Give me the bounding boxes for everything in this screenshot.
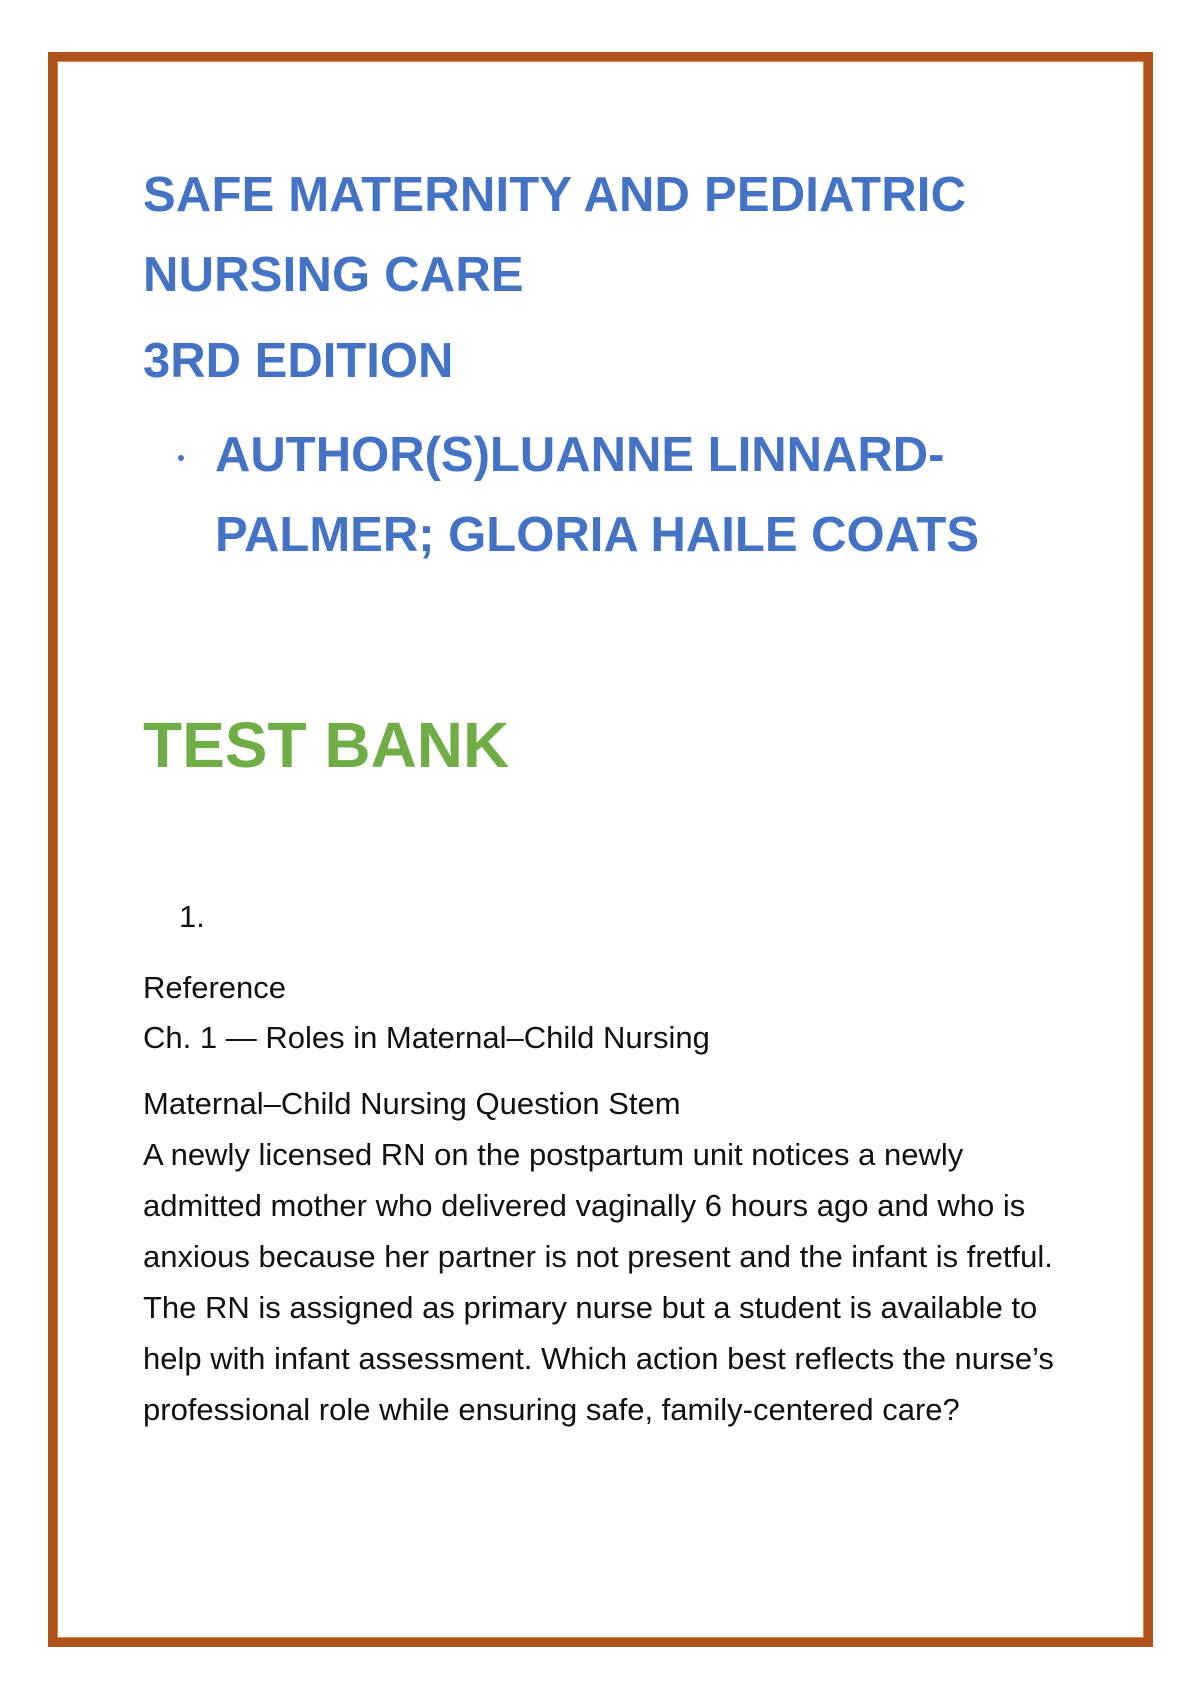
reference-label: Reference <box>143 970 287 1005</box>
question-stem-text: A newly licensed RN on the postpartum unit notices a newly admitted mother who delivered vaginally 6 hours ago and who is anxious because her partner is not present and the infant is fretful. The RN is assigned as primary nurse but a student is available to help with infant assessment. Which action best reflects the nurse’s professional role while ensuring safe, family-centered care? <box>143 1137 1054 1427</box>
bullet-icon <box>178 455 184 461</box>
authors-text: AUTHOR(S)LUANNE LINNARD-PALMER; GLORIA HAILE COATS <box>215 428 979 562</box>
question-stem-label: Maternal–Child Nursing Question Stem <box>143 1086 681 1121</box>
document-title: SAFE MATERNITY AND PEDIATRIC NURSING CARE <box>143 168 967 302</box>
page-content <box>143 155 1083 1435</box>
edition-label: 3RD EDITION <box>143 334 454 388</box>
question-number: 1. <box>179 899 205 934</box>
test-bank-heading: TEST BANK <box>143 709 510 781</box>
reference-chapter: Ch. 1 — Roles in Maternal–Child Nursing <box>143 1020 710 1055</box>
author-list-item <box>143 415 1035 575</box>
author-list <box>143 415 1083 575</box>
